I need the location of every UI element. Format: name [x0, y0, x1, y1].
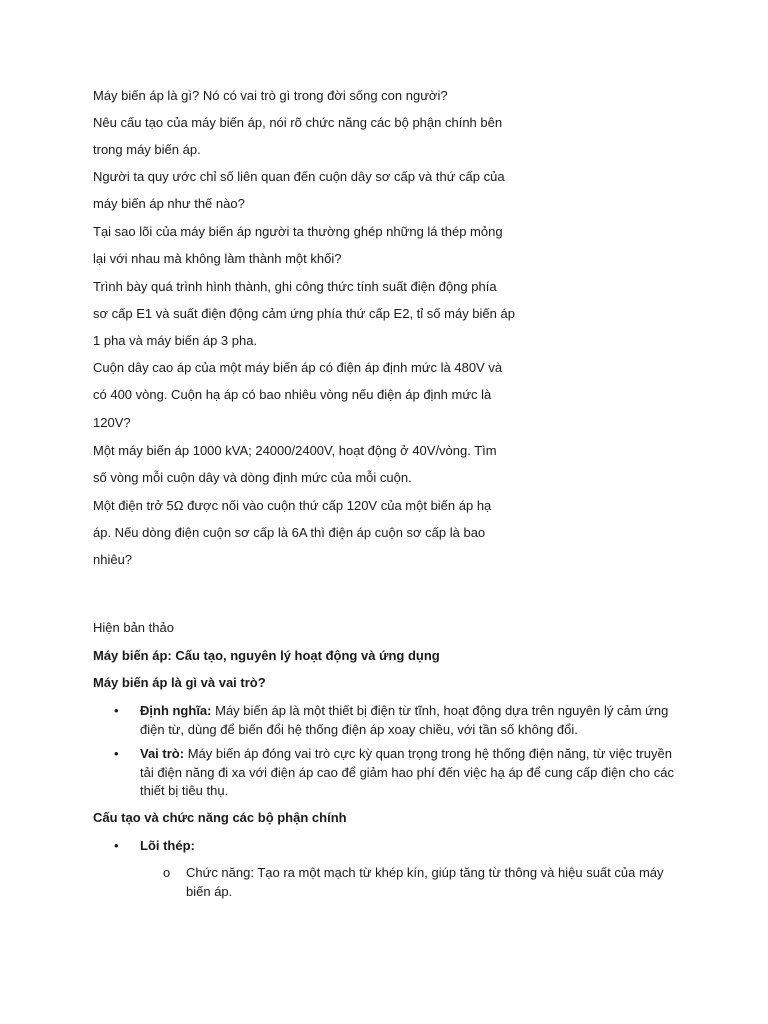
question-line: Trình bày quá trình hình thành, ghi công thức tính suất điện động phía — [93, 279, 497, 294]
item-label: Định nghĩa: — [140, 703, 212, 718]
question-line: Máy biến áp là gì? Nó có vai trò gì trong đời sống con người? — [93, 88, 448, 103]
bullet-icon: • — [114, 703, 119, 718]
question-line: Cuộn dây cao áp của một máy biến áp có điện áp định mức là 480V và — [93, 360, 503, 375]
question-line: áp. Nếu dòng điện cuộn sơ cấp là 6A thì điện áp cuộn sơ cấp là bao — [93, 525, 486, 540]
item-text: Máy biến áp là một thiết bị điện từ tĩnh, hoạt động dựa trên nguyên lý cảm ứng điện từ, dùng để biến đổi hệ thống điện áp xoay chiều, với tần số không đổi. — [140, 703, 669, 737]
question-line: 120V? — [93, 415, 131, 430]
question-line: lại với nhau mà không làm thành một khối? — [93, 251, 342, 266]
document-title: Máy biến áp: Cấu tạo, nguyên lý hoạt động và ứng dụng — [93, 648, 440, 663]
show-draft-link[interactable]: Hiện bản thảo — [93, 620, 174, 635]
question-line: Một điện trở 5Ω được nối vào cuộn thứ cấp 120V của một biến áp hạ — [93, 498, 492, 513]
list-item-core — [140, 837, 680, 856]
sub-list-item: Chức năng: Tạo ra một mạch từ khép kín, giúp tăng từ thông và hiệu suất của máy biến áp. — [186, 865, 664, 899]
question-line: Một máy biến áp 1000 kVA; 24000/2400V, hoạt động ở 40V/vòng. Tìm — [93, 443, 497, 458]
question-line: số vòng mỗi cuộn dây và dòng định mức của mỗi cuộn. — [93, 470, 412, 485]
item-text: Máy biến áp đóng vai trò cực kỳ quan trọng trong hệ thống điện năng, từ việc truyền tải điện năng đi xa với điện áp cao để giảm hao phí đến việc hạ áp để cung cấp điện cho các thiết bị tiêu thụ. — [140, 746, 674, 798]
item-label: Lõi thép: — [140, 838, 195, 853]
question-line: Tại sao lõi của máy biến áp người ta thường ghép những lá thép mỏng — [93, 224, 503, 239]
question-line: trong máy biến áp. — [93, 142, 201, 157]
item-label: Vai trò: — [140, 746, 185, 761]
section-heading: Cấu tạo và chức năng các bộ phận chính — [93, 810, 347, 825]
sub-bullet-icon: o — [163, 865, 171, 880]
question-line: máy biến áp như thế nào? — [93, 196, 245, 211]
question-line: nhiêu? — [93, 552, 133, 567]
section-heading: Máy biến áp là gì và vai trò? — [93, 675, 266, 690]
question-line: có 400 vòng. Cuộn hạ áp có bao nhiêu vòng nếu điện áp định mức là — [93, 387, 492, 402]
question-line: Nêu cấu tạo của máy biến áp, nói rõ chức năng các bộ phận chính bên — [93, 115, 503, 130]
list-item-definition — [140, 702, 680, 739]
bullet-icon: • — [114, 838, 119, 853]
question-line: Người ta quy ước chỉ số liên quan đến cuộn dây sơ cấp và thứ cấp của — [93, 169, 505, 184]
question-line: 1 pha và máy biến áp 3 pha. — [93, 333, 258, 348]
list-item-role — [140, 745, 680, 801]
bullet-icon: • — [114, 746, 119, 761]
question-line: sơ cấp E1 và suất điện động cảm ứng phía thứ cấp E2, tỉ số máy biến áp — [93, 306, 515, 321]
